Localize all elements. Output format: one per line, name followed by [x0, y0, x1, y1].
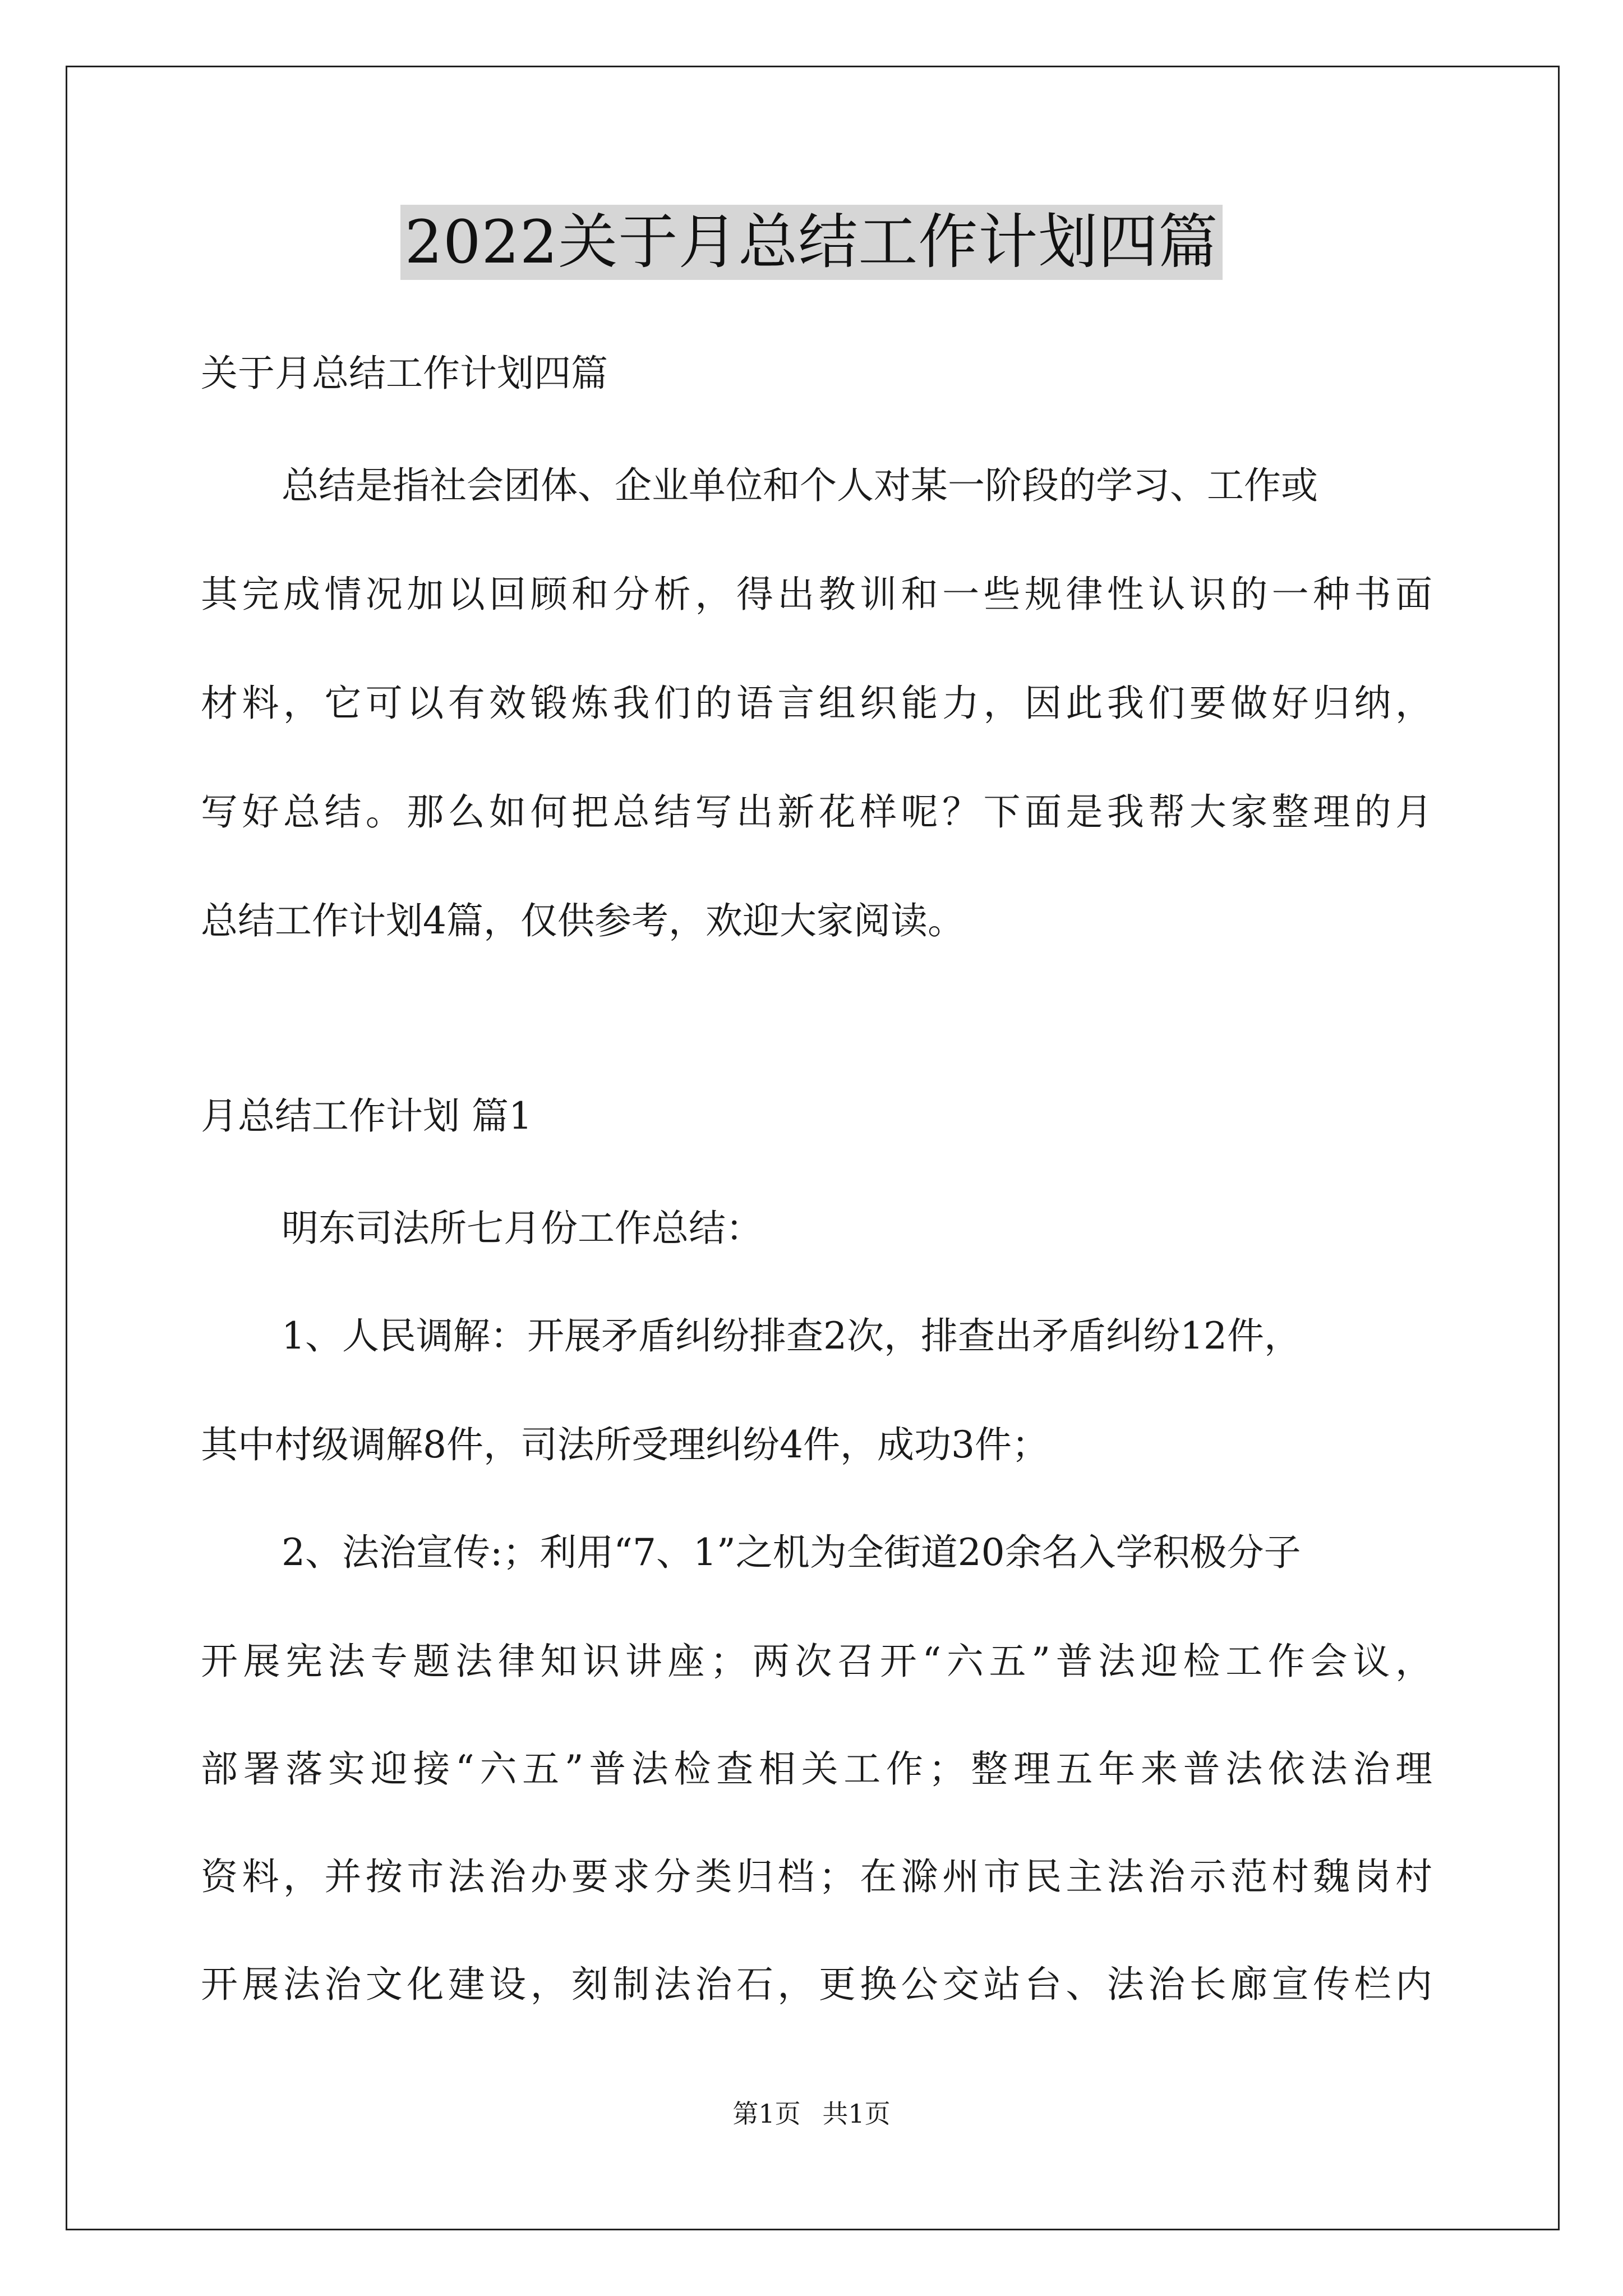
subtitle-line: 关于月总结工作计划四篇 [201, 352, 608, 395]
paragraph-line: 写好总结。那么如何把总结写出新花样呢？下面是我帮大家整理的月 [201, 790, 1432, 834]
page-total: 共1页 [822, 2099, 891, 2129]
paragraph-line: 2、法治宣传:；利用“7、1”之机为全街道20余名入学积极分子 [282, 1531, 1301, 1574]
title-container [0, 205, 1623, 280]
page-footer [0, 2097, 1623, 2131]
paragraph-line: 材料，它可以有效锻炼我们的语言组织能力，因此我们要做好归纳， [201, 682, 1432, 725]
paragraph-line: 开展宪法专题法律知识讲座；两次召开“六五”普法迎检工作会议， [201, 1640, 1432, 1683]
document-title: 2022关于月总结工作计划四篇 [400, 205, 1223, 280]
paragraph-line: 其中村级调解8件，司法所受理纠纷4件，成功3件； [201, 1423, 1049, 1466]
paragraph-line: 部署落实迎接“六五”普法检查相关工作；整理五年来普法依法治理 [201, 1747, 1432, 1791]
paragraph-line: 1、人民调解：开展矛盾纠纷排查2次，排查出矛盾纠纷12件， [282, 1314, 1301, 1358]
paragraph-line: 其完成情况加以回顾和分析，得出教训和一些规律性认识的一种书面 [201, 573, 1432, 616]
section-heading: 月总结工作计划 篇1 [201, 1094, 532, 1138]
paragraph-line: 资料，并按市法治办要求分类归档；在滁州市民主法治示范村魏岗村 [201, 1855, 1432, 1898]
paragraph-line: 开展法治文化建设，刻制法治石，更换公交站台、法治长廊宣传栏内 [201, 1963, 1432, 2006]
page-number: 第1页 [732, 2099, 801, 2129]
paragraph-line: 总结工作计划4篇，仅供参考，欢迎大家阅读。 [201, 899, 965, 942]
paragraph-line: 明东司法所七月份工作总结： [282, 1207, 763, 1250]
paragraph-line: 总结是指社会团体、企业单位和个人对某一阶段的学习、工作或 [282, 464, 1318, 507]
